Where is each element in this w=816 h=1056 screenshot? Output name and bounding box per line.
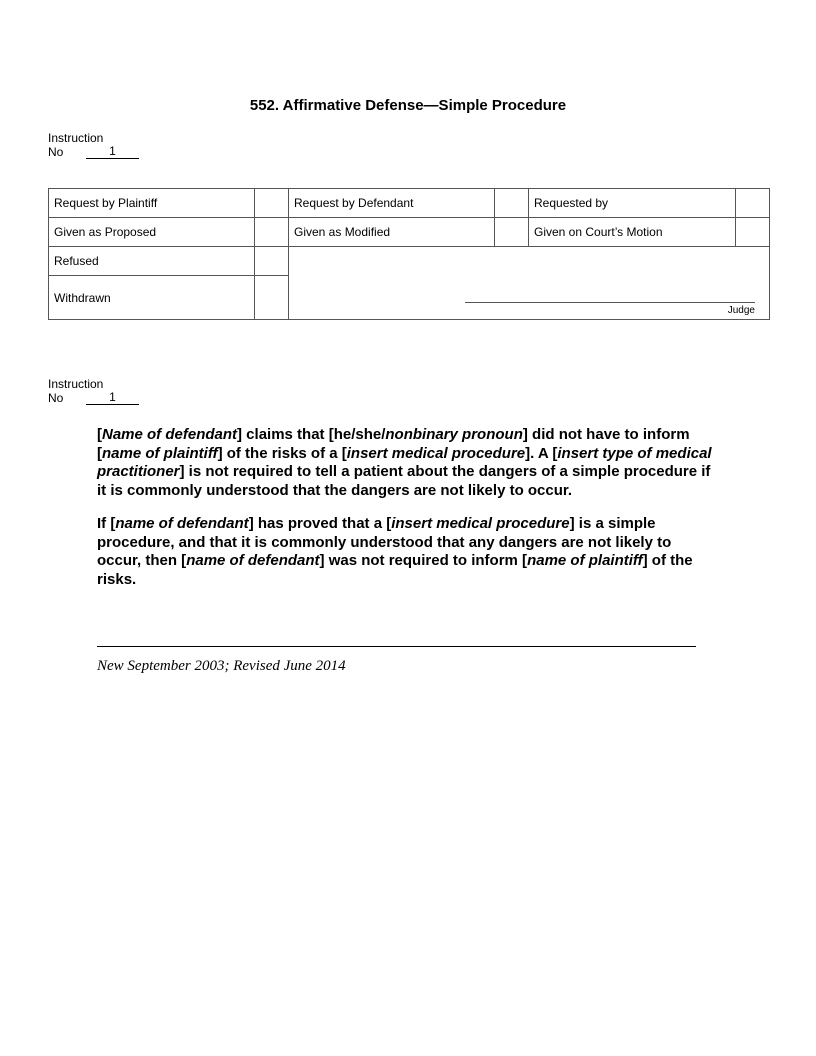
given-court-label: Given on Court’s Motion [529, 218, 736, 247]
instruction-label: Instruction [48, 377, 104, 391]
placeholder-text: nonbinary pronoun [385, 426, 523, 443]
requested-by-label: Requested by [529, 189, 736, 218]
divider [97, 646, 696, 647]
instruction-number: 1 [86, 145, 139, 159]
placeholder-text: name of plaintiff [527, 552, 643, 569]
placeholder-text: name of plaintiff [102, 444, 218, 462]
text-segment: ] claims that [he/she/ [237, 426, 386, 443]
requested-by-checkbox[interactable] [736, 189, 770, 218]
text-segment: ]. A [ [525, 444, 558, 462]
withdrawn-checkbox[interactable] [255, 276, 289, 320]
instruction-number-block-top [48, 131, 139, 159]
withdrawn-label: Withdrawn [49, 276, 255, 320]
revision-history: New September 2003; Revised June 2014 [97, 658, 346, 674]
placeholder-text: insert medical procedure [346, 444, 526, 462]
text-segment: ] of the risks. [97, 552, 693, 588]
request-plaintiff-label: Request by Plaintiff [49, 189, 255, 218]
text-segment: ] is not required to tell a patient about the dangers of a simple procedure if it is commonly understood that the dangers are not likely to occur. [97, 463, 711, 499]
placeholder-text: insert type of medical practitioner [97, 444, 712, 480]
text-segment: ] has proved that a [ [248, 515, 392, 532]
placeholder-text: name of defendant [186, 552, 320, 569]
given-proposed-label: Given as Proposed [49, 218, 255, 247]
instruction-body [97, 426, 717, 604]
judge-label: Judge [727, 305, 755, 316]
instruction-number-block-bottom [48, 377, 139, 405]
given-modified-checkbox[interactable] [495, 218, 529, 247]
paragraph-1 [97, 426, 717, 500]
refused-label: Refused [49, 247, 255, 276]
no-label: No [48, 145, 64, 159]
text-segment: [ [97, 426, 102, 443]
text-segment: ] is a simple procedure, and that it is commonly understood that any dangers are not likely to occur, then [ [97, 515, 672, 569]
text-segment: ] did not have to inform [ [97, 426, 690, 462]
judge-signature-line[interactable] [465, 302, 755, 303]
no-label: No [48, 391, 64, 405]
given-modified-label: Given as Modified [289, 218, 495, 247]
request-defendant-checkbox[interactable] [495, 189, 529, 218]
given-proposed-checkbox[interactable] [255, 218, 289, 247]
text-segment: ] of the risks of a [ [217, 444, 347, 462]
placeholder-text: Name of defendant [102, 426, 238, 443]
request-plaintiff-checkbox[interactable] [255, 189, 289, 218]
text-segment: If [ [97, 515, 116, 532]
judge-signature-area [289, 247, 770, 320]
instruction-label: Instruction [48, 131, 104, 145]
text-segment: ] was not required to inform [ [319, 552, 528, 569]
paragraph-2 [97, 515, 717, 589]
given-court-checkbox[interactable] [736, 218, 770, 247]
placeholder-text: insert medical procedure [391, 515, 570, 532]
instruction-number: 1 [86, 391, 139, 405]
page-title: 552. Affirmative Defense—Simple Procedure [249, 97, 567, 114]
refused-checkbox[interactable] [255, 247, 289, 276]
request-defendant-label: Request by Defendant [289, 189, 495, 218]
request-status-table [48, 188, 770, 320]
placeholder-text: name of defendant [115, 515, 249, 532]
